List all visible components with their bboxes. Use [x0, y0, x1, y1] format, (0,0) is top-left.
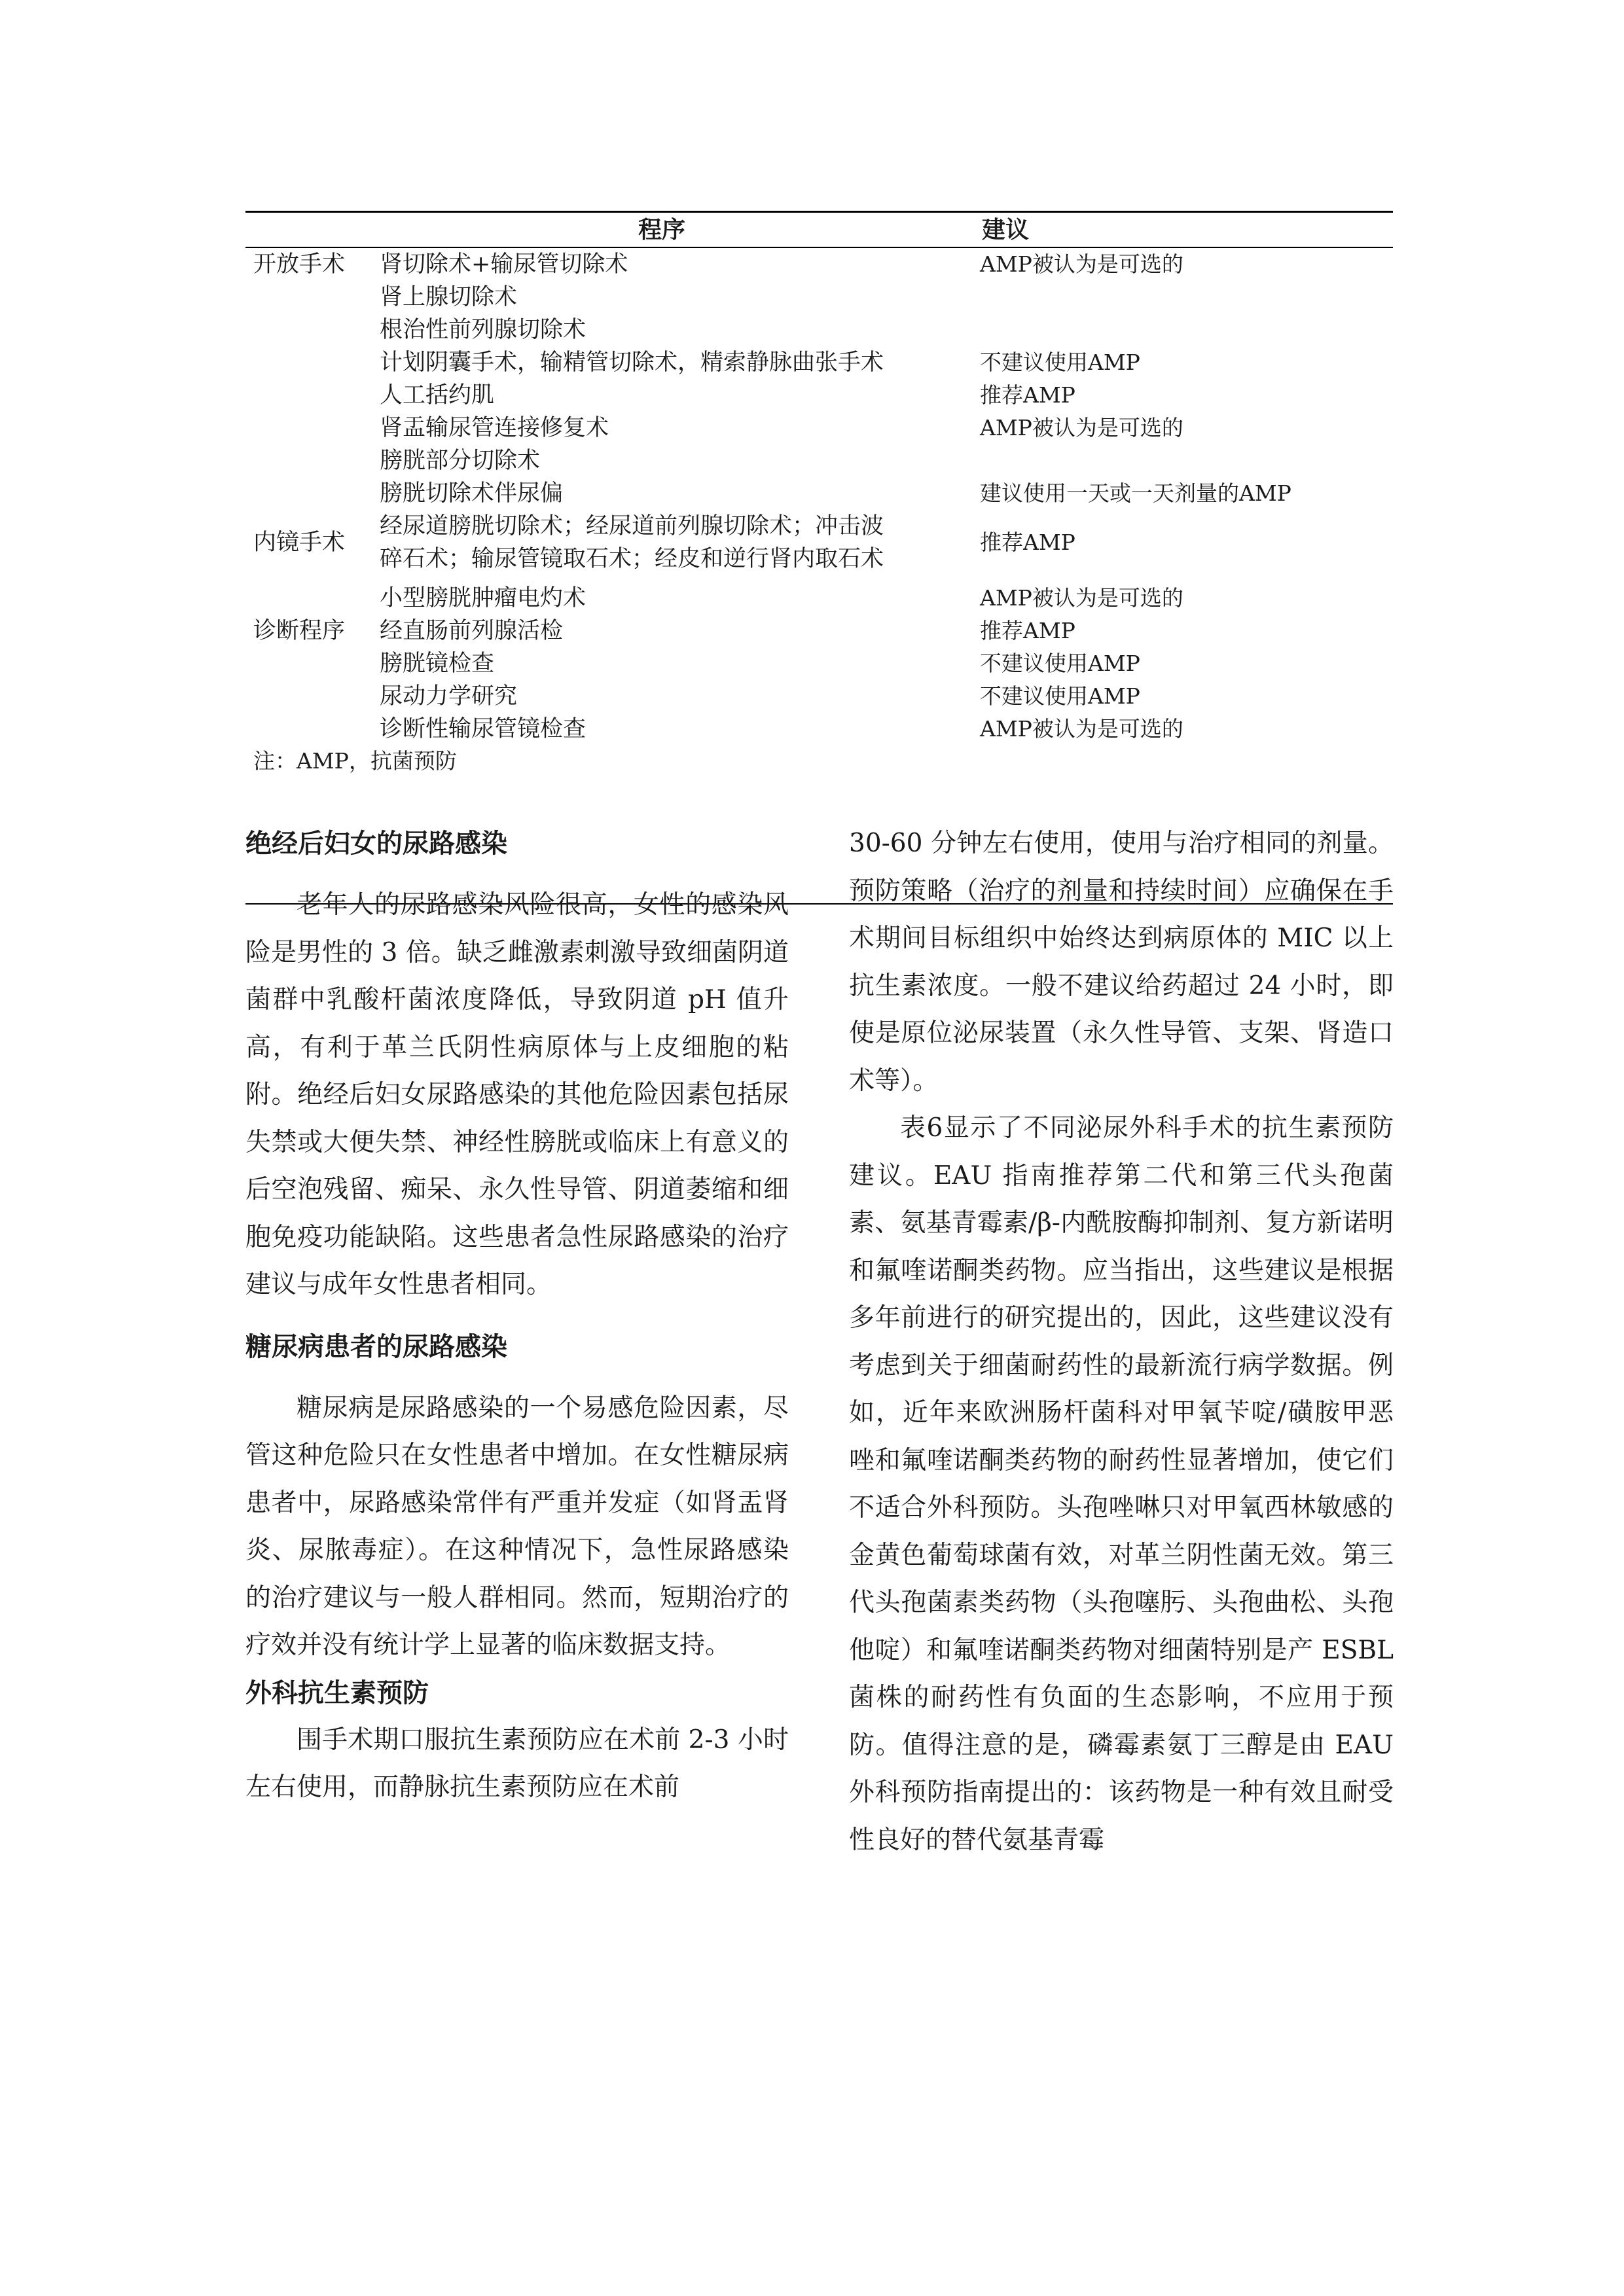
paragraph-continued: 30-60 分钟左右使用，使用与治疗相同的剂量。预防策略（治疗的剂量和持续时间）应确保在手术期间目标组织中始终达到病原体的 MIC 以上抗生素浓度。一般不建议给药超过 24 小时，即使是原位泌尿装置（永久性导管、支架、肾造口术等）。	[849, 829, 1394, 1096]
table-header	[245, 211, 1393, 248]
table-category: 诊断程序	[253, 618, 346, 644]
table-procedure: 肾盂输尿管连接修复术	[380, 415, 609, 441]
table-recommendation: AMP被认为是可选的	[980, 585, 1183, 611]
table-body	[245, 248, 1393, 905]
table-recommendation: 推荐AMP	[980, 529, 1075, 555]
table-procedure: 人工括约肌	[380, 382, 495, 408]
table-procedure: 尿动力学研究	[380, 683, 518, 709]
table-procedure: 膀胱切除术伴尿偏	[380, 480, 564, 507]
table-procedure: 肾切除术+输尿管切除术	[380, 251, 628, 278]
table-recommendation: 不建议使用AMP	[980, 683, 1140, 709]
section-heading-postmenopausal: 绝经后妇女的尿路感染	[245, 829, 507, 858]
paragraph-postmenopausal: 老年人的尿路感染风险很高，女性的感染风险是男性的 3 倍。缺乏雌激素刺激导致细菌阴道菌群中乳酸杆菌浓度降低，导致阴道 pH 值升高，有利于革兰氏阴性病原体与上皮细胞的粘附。绝经后妇女尿路感染的其他危险因素包括尿失禁或大便失禁、神经性膀胱或临床上有意义的后空泡残留、痴呆、永久性导管、阴道萎缩和细胞免疫功能缺陷。这些患者急性尿路感染的治疗建议与成年女性患者相同。	[245, 890, 789, 1299]
left-column	[245, 820, 789, 1812]
table-procedure: 经直肠前列腺活检	[380, 618, 564, 644]
table-recommendation: 推荐AMP	[980, 618, 1075, 643]
table-recommendation: AMP被认为是可选的	[980, 716, 1183, 742]
table-recommendation: 不建议使用AMP	[980, 651, 1140, 676]
table-recommendation: 建议使用一天或一天剂量的AMP	[980, 480, 1291, 506]
paragraph-surgical-prophylaxis: 围手术期口服抗生素预防应在术前 2-3 小时左右使用，而静脉抗生素预防应在术前	[245, 1725, 789, 1802]
table-category: 内镜手术	[253, 529, 346, 556]
table-note: 注：AMP，抗菌预防	[253, 748, 457, 774]
prophylaxis-table	[245, 211, 1393, 905]
table-procedure: 经尿道膀胱切除术；经尿道前列腺切除术；冲击波	[380, 513, 884, 539]
section-heading-surgical-prophylaxis: 外科抗生素预防	[245, 1678, 429, 1708]
right-column	[849, 820, 1394, 1864]
table-procedure: 小型膀胱肿瘤电灼术	[380, 585, 586, 611]
table-procedure: 诊断性输尿管镜检查	[380, 716, 586, 742]
table-recommendation: 推荐AMP	[980, 382, 1075, 408]
table-procedure: 碎石术；输尿管镜取石术；经皮和逆行肾内取石术	[380, 546, 884, 572]
paragraph-table6-discussion: 表6显示了不同泌尿外科手术的抗生素预防建议。EAU 指南推荐第二代和第三代头孢菌素、氨基青霉素/β-内酰胺酶抑制剂、复方新诺明和氟喹诺酮类药物。应当指出，这些建议是根据多年前进行的研究提出的，因此，这些建议没有考虑到关于细菌耐药性的最新流行病学数据。例如，近年来欧洲肠杆菌科对甲氧苄啶/磺胺甲恶唑和氟喹诺酮类药物的耐药性显著增加，使它们不适合外科预防。头孢唑啉只对甲氧西林敏感的金黄色葡萄球菌有效，对革兰阴性菌无效。第三代头孢菌素类药物（头孢噻肟、头孢曲松、头孢他啶）和氟喹诺酮类药物对细菌特别是产 ESBL 菌株的耐药性有负面的生态影响，不应用于预防。值得注意的是，磷霉素氨丁三醇是由 EAU 外科预防指南提出的：该药物是一种有效且耐受性良好的替代氨基青霉	[849, 1113, 1394, 1855]
section-heading-diabetes: 糖尿病患者的尿路感染	[245, 1332, 507, 1361]
table-procedure: 膀胱镜检查	[380, 651, 495, 677]
table-procedure: 肾上腺切除术	[380, 284, 518, 310]
table-recommendation: 不建议使用AMP	[980, 350, 1140, 375]
table-category: 开放手术	[253, 251, 346, 278]
table-recommendation: AMP被认为是可选的	[980, 251, 1183, 277]
table-procedure: 膀胱部分切除术	[380, 448, 541, 474]
table-procedure: 计划阴囊手术，输精管切除术，精索静脉曲张手术	[380, 350, 884, 376]
table-recommendation: AMP被认为是可选的	[980, 415, 1183, 440]
paragraph-diabetes: 糖尿病是尿路感染的一个易感危险因素，尽管这种危险只在女性患者中增加。在女性糖尿病患者中，尿路感染常伴有严重并发症（如肾盂肾炎、尿脓毒症）。在这种情况下，急性尿路感染的治疗建议与一般人群相同。然而，短期治疗的疗效并没有统计学上显著的临床数据支持。	[245, 1393, 789, 1660]
header-procedure: 程序	[638, 216, 686, 243]
table-procedure: 根治性前列腺切除术	[380, 317, 586, 343]
header-recommendation: 建议	[982, 216, 1030, 243]
